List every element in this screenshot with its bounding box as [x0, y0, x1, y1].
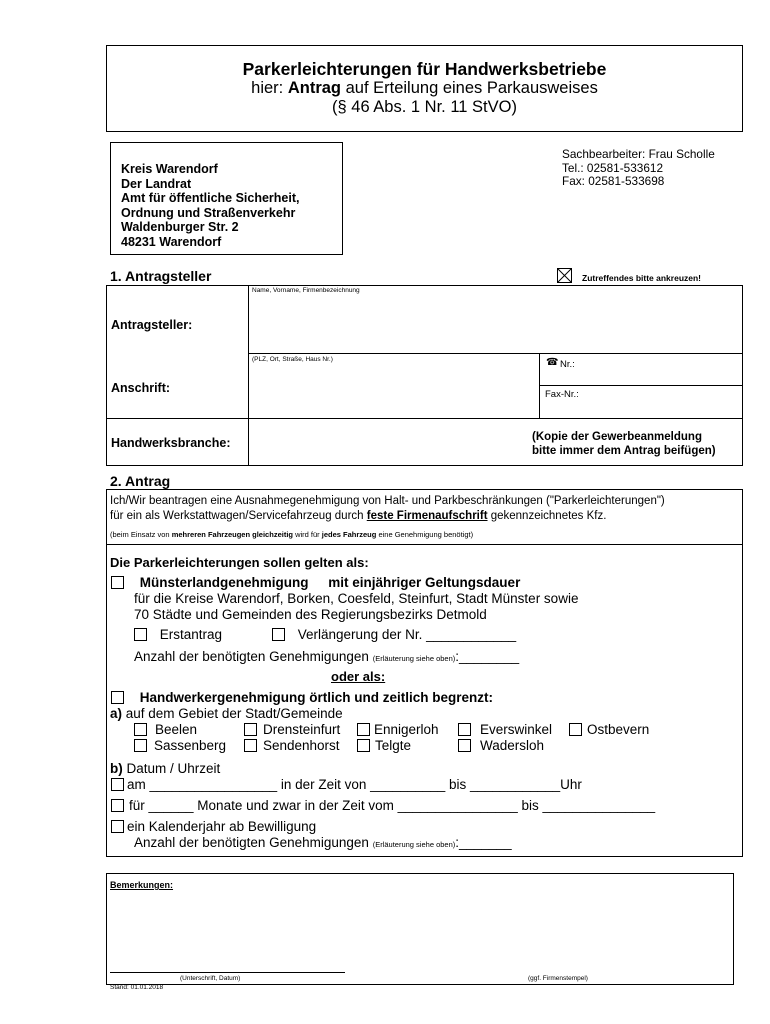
permit-count-1: Anzahl der benötigten Genehmigungen (Erläuterung siehe oben):________	[134, 649, 520, 664]
form-version: Stand: 01.01.2018	[110, 984, 164, 991]
calendar-year-option: ein Kalenderjahr ab Bewilligung	[111, 819, 316, 834]
applicant-name-field[interactable]	[249, 296, 742, 352]
phone-label: Nr.:	[560, 359, 575, 370]
renewal-option: Verlängerung der Nr. ____________	[272, 627, 516, 642]
signature-caption: (Unterschrift, Datum)	[180, 975, 241, 982]
town-ostbevern: Ostbevern	[569, 722, 649, 737]
town-ennigerloh: Ennigerloh	[357, 722, 439, 737]
fax-label: Fax-Nr.:	[545, 389, 579, 400]
checked-box-icon	[557, 268, 572, 283]
area-label: a) auf dem Gebiet der Stadt/Gemeinde	[110, 706, 343, 721]
town-beelen: Beelen	[134, 722, 197, 737]
permit-count-2: Anzahl der benötigten Genehmigungen (Erläuterung siehe oben):_______	[134, 835, 512, 850]
craftsman-permit-checkbox[interactable]	[111, 691, 124, 704]
branch-note: (Kopie der Gewerbeanmeldung bitte immer dem Antrag beifügen)	[532, 431, 716, 457]
legal-reference: (§ 46 Abs. 1 Nr. 11 StVO)	[332, 98, 517, 116]
branch-field[interactable]	[249, 419, 529, 465]
town-telgte: Telgte	[357, 738, 411, 753]
months-checkbox[interactable]	[111, 799, 124, 812]
town-sendenhorst: Sendenhorst	[244, 738, 340, 753]
date-time-label: b) Datum / Uhrzeit	[110, 761, 221, 776]
form-subtitle: hier: Antrag auf Erteilung eines Parkausweises	[251, 79, 598, 97]
application-intro: Ich/Wir beantragen eine Ausnahmegenehmigung von Halt- und Parkbeschränkungen ("Parkerleichterungen") für ein als Werkstattwagen/Servicefahrzeug durch feste Firmenaufschrift gekennzeichnetes Kfz.	[110, 495, 665, 522]
stamp-caption: (ggf. Firmenstempel)	[528, 975, 588, 982]
town-ennigerloh-checkbox[interactable]	[357, 723, 370, 736]
date-option: am _________________ in der Zeit von __________ bis ____________Uhr	[111, 777, 582, 792]
fax-field[interactable]	[585, 387, 742, 417]
remarks-field[interactable]	[108, 892, 732, 967]
vehicle-note: (beim Einsatz von mehreren Fahrzeugen gleichzeitig wird für jedes Fahrzeug eine Genehmigung benötigt)	[110, 530, 474, 539]
phone-icon: ☎	[546, 357, 559, 368]
date-checkbox[interactable]	[111, 778, 124, 791]
authority-address: Kreis Warendorf Der Landrat Amt für öffentliche Sicherheit, Ordnung und Straßenverkehr Waldenburger Str. 2 48231 Warendorf	[121, 162, 300, 249]
town-ostbevern-checkbox[interactable]	[569, 723, 582, 736]
section1-heading: 1. Antragsteller	[110, 268, 212, 284]
form-title: Parkerleichterungen für Handwerksbetriebe	[242, 59, 607, 79]
town-wadersloh-checkbox[interactable]	[458, 739, 471, 752]
muensterland-option: Münsterlandgenehmigung mit einjähriger Geltungsdauer	[111, 575, 520, 590]
address-caption: (PLZ, Ort, Straße, Haus Nr.)	[252, 356, 333, 363]
address-label: Anschrift:	[111, 381, 171, 395]
section2-heading: 2. Antrag	[110, 473, 171, 489]
town-everswinkel: Everswinkel	[458, 722, 552, 737]
remarks-label: Bemerkungen:	[110, 880, 174, 890]
first-application-checkbox[interactable]	[134, 628, 147, 641]
or-as-label: oder als:	[331, 669, 386, 684]
town-sendenhorst-checkbox[interactable]	[244, 739, 257, 752]
town-wadersloh: Wadersloh	[458, 738, 544, 753]
town-everswinkel-checkbox[interactable]	[458, 723, 471, 736]
address-field[interactable]	[249, 365, 538, 417]
phone-field[interactable]	[585, 355, 742, 384]
craftsman-permit-option: Handwerkergenehmigung örtlich und zeitlich begrenzt:	[111, 690, 493, 705]
town-drensteinfurt-checkbox[interactable]	[244, 723, 257, 736]
town-telgte-checkbox[interactable]	[357, 739, 370, 752]
town-sassenberg: Sassenberg	[134, 738, 226, 753]
signature-line	[110, 972, 345, 973]
calendar-year-checkbox[interactable]	[111, 820, 124, 833]
town-sassenberg-checkbox[interactable]	[134, 739, 147, 752]
applicant-caption: Name, Vorname, Firmenbezeichnung	[252, 287, 360, 294]
first-application-option: Erstantrag	[134, 627, 222, 642]
renewal-checkbox[interactable]	[272, 628, 285, 641]
contact-info: Sachbearbeiter: Frau Scholle Tel.: 02581-533612 Fax: 02581-533698	[562, 147, 715, 189]
apply-heading: Die Parkerleichterungen sollen gelten als:	[110, 555, 369, 570]
town-beelen-checkbox[interactable]	[134, 723, 147, 736]
months-option: für ______ Monate und zwar in der Zeit vom ________________ bis _______________	[111, 798, 655, 813]
checkbox-hint: Zutreffendes bitte ankreuzen!	[582, 273, 702, 283]
muensterland-description: für die Kreise Warendorf, Borken, Coesfeld, Steinfurt, Stadt Münster sowie 70 Städte und Gemeinden des Regierungsbezirks Detmold	[134, 591, 579, 622]
applicant-label: Antragsteller:	[111, 318, 193, 332]
muensterland-checkbox[interactable]	[111, 576, 124, 589]
town-drensteinfurt: Drensteinfurt	[244, 722, 340, 737]
branch-label: Handwerksbranche:	[111, 436, 231, 450]
